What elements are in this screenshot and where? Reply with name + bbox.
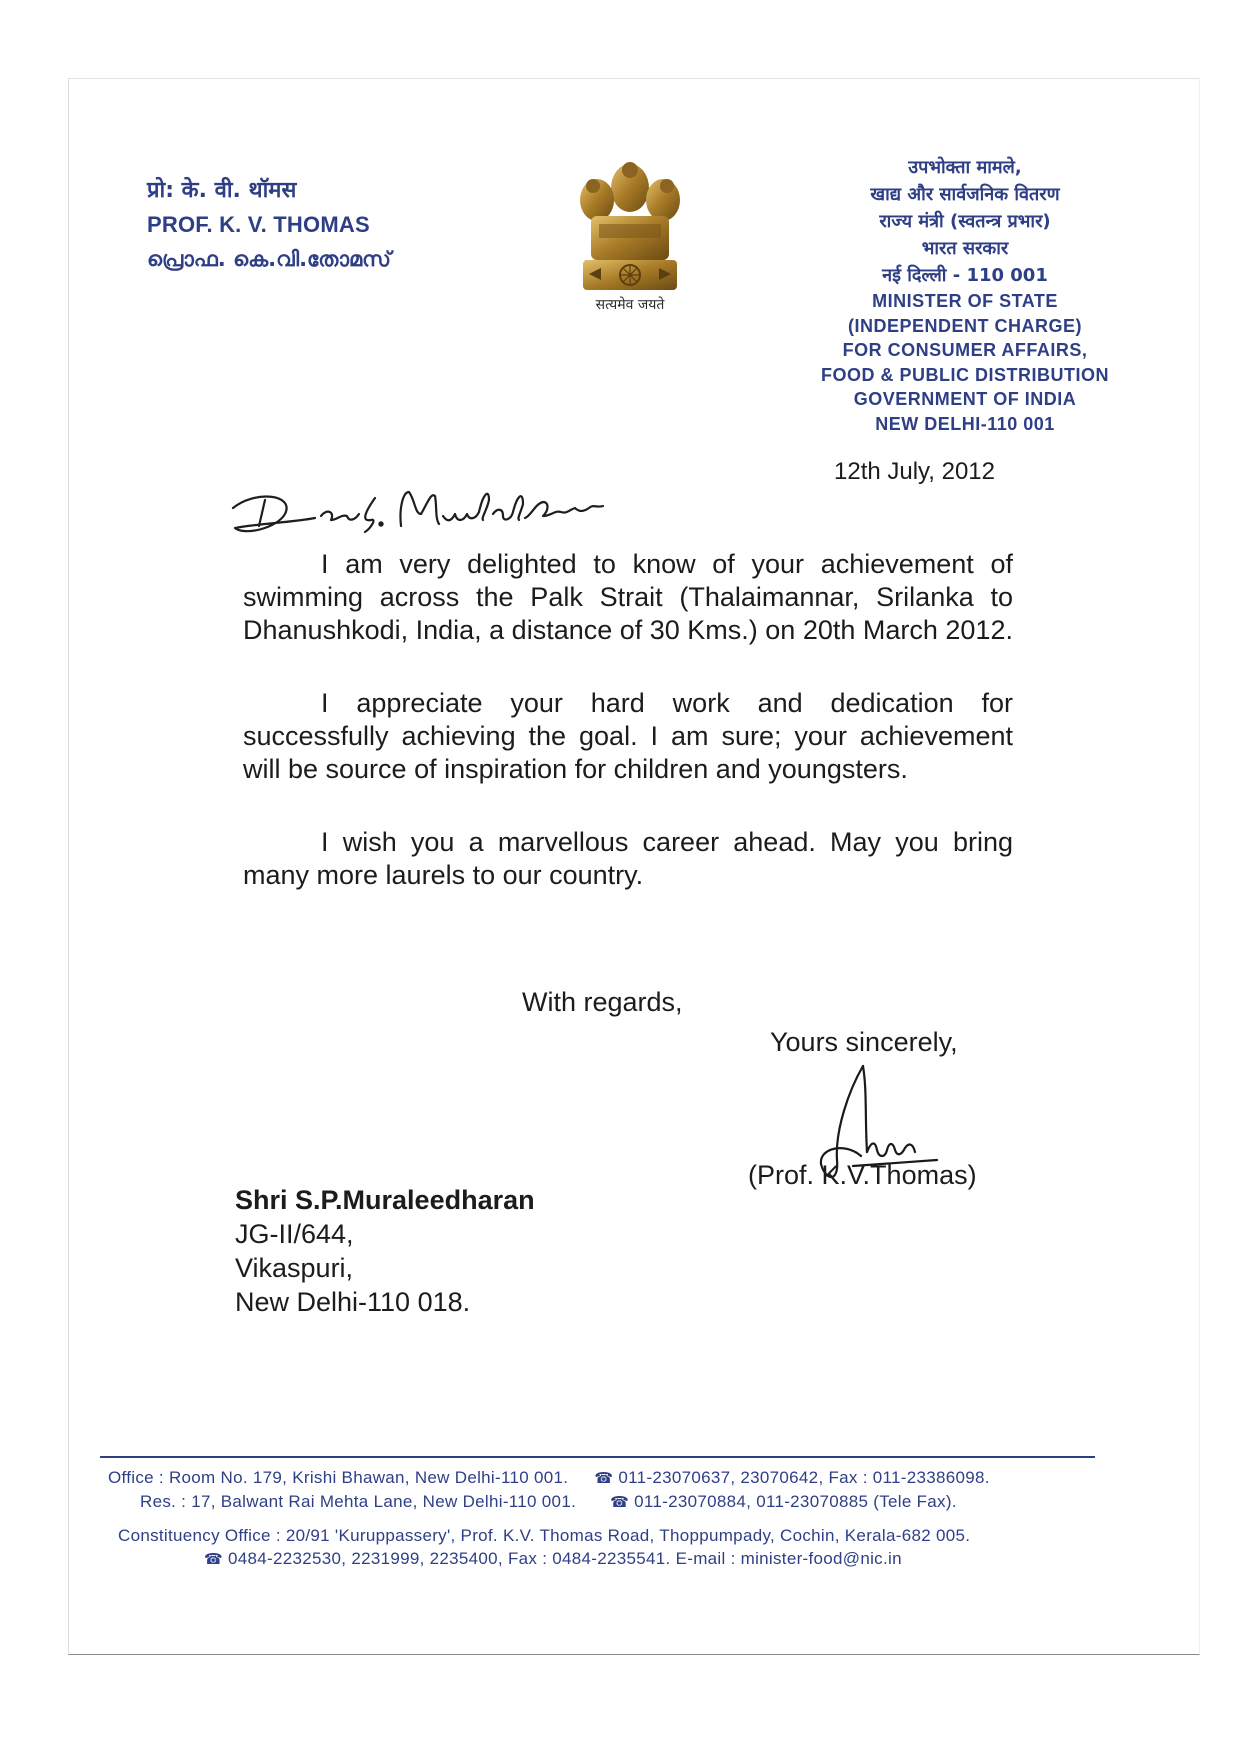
recipient-address-line: Vikaspuri,	[235, 1253, 354, 1283]
sender-name-hindi: प्रो: के. वी. थॉमस	[147, 178, 297, 203]
office-hindi-line: नई दिल्ली - 110 001	[882, 265, 1048, 286]
body-paragraph: I appreciate your hard work and dedication for successfully achieving the goal. I am sure; your achievement will be source of inspiration for children and youngsters.	[243, 688, 1013, 784]
office-hindi-line: उपभोक्ता मामले,	[908, 157, 1022, 178]
sender-name-malayalam: പ്രൊഫ. കെ.വി.തോമസ്	[147, 247, 391, 271]
telephone-icon: ☎	[610, 1493, 630, 1511]
office-hindi-line: भारत सरकार	[921, 238, 1009, 259]
footer-office-address: Office : Room No. 179, Krishi Bhawan, New Delhi-110 001.	[108, 1468, 569, 1487]
telephone-icon: ☎	[594, 1469, 614, 1487]
recipient-name: Shri S.P.Muraleedharan	[235, 1185, 535, 1215]
office-designation	[800, 154, 1130, 436]
footer-residence-address: Res. : 17, Balwant Rai Mehta Lane, New Delhi-110 001.	[140, 1492, 577, 1511]
closing-sincerely: Yours sincerely,	[770, 1027, 958, 1057]
body-paragraph: I am very delighted to know of your achievement of swimming across the Palk Strait (Thalaimannar, Srilanka to Dhanushkodi, India, a distance of 30 Kms.) on 20th March 2012.	[243, 549, 1013, 645]
office-hindi-line: राज्य मंत्री (स्वतन्त्र प्रभार)	[879, 211, 1051, 232]
office-english-line: FOR CONSUMER AFFAIRS,	[842, 340, 1088, 360]
signature-name: (Prof. K.V.Thomas)	[748, 1160, 977, 1190]
footer-constituency-address: Constituency Office : 20/91 'Kuruppassery', Prof. K.V. Thomas Road, Thoppumpady, Cochin, Kerala-682 005.	[118, 1526, 971, 1545]
recipient-address-line: New Delhi-110 018.	[235, 1287, 471, 1317]
telephone-icon: ☎	[204, 1550, 223, 1568]
office-english-line: FOOD & PUBLIC DISTRIBUTION	[821, 364, 1109, 385]
office-hindi-line: खाद्य और सार्वजनिक वितरण	[870, 184, 1060, 205]
recipient-address	[235, 1183, 535, 1319]
body-paragraph: I wish you a marvellous career ahead. May you bring many more laurels to our country.	[243, 827, 1013, 890]
sender-name-english: PROF. K. V. THOMAS	[147, 212, 370, 237]
letter-date: 12th July, 2012	[834, 458, 996, 485]
letter-body	[243, 548, 1013, 932]
footer-residence-phone: 011-23070884, 011-23070885 (Tele Fax).	[634, 1492, 957, 1511]
office-english-line: MINISTER OF STATE	[872, 291, 1058, 311]
office-english-line: NEW DELHI-110 001	[875, 413, 1055, 434]
footer-constituency-phone: 0484-2232530, 2231999, 2235400, Fax : 0484-2235541. E-mail : minister-food@nic.in	[228, 1549, 902, 1568]
office-english-line: GOVERNMENT OF INDIA	[853, 389, 1077, 409]
office-english-line: (INDEPENDENT CHARGE)	[847, 315, 1082, 336]
handwritten-salutation	[225, 478, 645, 548]
footer-office-phone: 011-23070637, 23070642, Fax : 011-23386098.	[618, 1468, 990, 1487]
closing-regards: With regards,	[522, 987, 683, 1017]
emblem-motto: सत्यमेव जयते	[595, 297, 665, 313]
sender-block	[147, 174, 391, 276]
recipient-address-line: JG-II/644,	[235, 1219, 354, 1249]
footer-contact	[100, 1466, 1100, 1571]
footer-divider	[100, 1456, 1095, 1458]
